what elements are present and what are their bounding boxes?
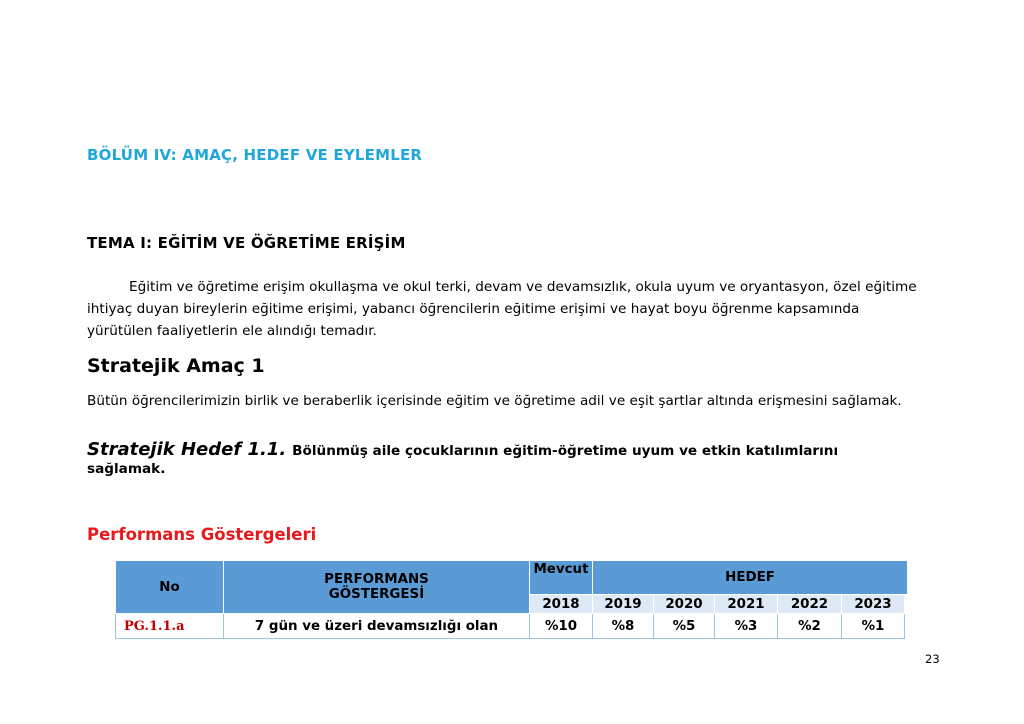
strategic-target-text: Bölünmüş aile çocuklarının eğitim-öğretime uyum ve etkin katılımlarını sağlamak.: [87, 443, 839, 477]
value-cell: %3: [715, 614, 778, 639]
indicator-code: PG.1.1.a: [116, 614, 224, 639]
theme-title: TEMA I: EĞİTİM VE ÖĞRETİME ERİŞİM: [87, 234, 406, 252]
strategic-target-label: Stratejik Hedef 1.1.: [87, 439, 287, 460]
value-cell: %1: [842, 614, 905, 639]
header-target: HEDEF: [593, 561, 908, 595]
section-title: BÖLÜM IV: AMAÇ, HEDEF VE EYLEMLER: [87, 146, 423, 164]
year-cell: 2019: [593, 595, 654, 614]
header-no: No: [116, 561, 224, 614]
value-cell: %5: [654, 614, 715, 639]
page-number: 23: [925, 652, 940, 666]
value-cell: %2: [778, 614, 842, 639]
value-cell: %8: [593, 614, 654, 639]
year-cell: 2021: [715, 595, 778, 614]
header-indicator: PERFORMANS GÖSTERGESİ: [224, 561, 530, 614]
indicator-name: 7 gün ve üzeri devamsızlığı olan: [224, 614, 530, 639]
performance-indicators-title: Performans Göstergeleri: [87, 525, 317, 544]
year-cell: 2018: [530, 595, 593, 614]
performance-table: [115, 560, 908, 639]
strategic-target: [87, 441, 917, 478]
year-cell: 2020: [654, 595, 715, 614]
value-cell: %10: [530, 614, 593, 639]
strategic-goal-text: Bütün öğrencilerimizin birlik ve beraberlik içerisinde eğitim ve öğretime adil ve eşit şartlar altında erişmesini sağlamak.: [87, 393, 902, 409]
year-cell: 2022: [778, 595, 842, 614]
strategic-goal-title: Stratejik Amaç 1: [87, 355, 265, 377]
intro-paragraph: [87, 276, 927, 342]
header-current: Mevcut: [530, 561, 593, 595]
table-header-row: [116, 561, 908, 595]
intro-text: Eğitim ve öğretime erişim okullaşma ve okul terki, devam ve devamsızlık, okula uyum ve oryantasyon, özel eğitime ihtiyaç duyan bireylerin eğitime erişimi, yabancı öğrencilerin eğitime erişimi ve hayat boyu öğrenme kapsamında yürütülen faaliyetlerin ele alındığı temadır.: [87, 279, 917, 339]
table-row: [116, 614, 908, 639]
year-cell: 2023: [842, 595, 905, 614]
